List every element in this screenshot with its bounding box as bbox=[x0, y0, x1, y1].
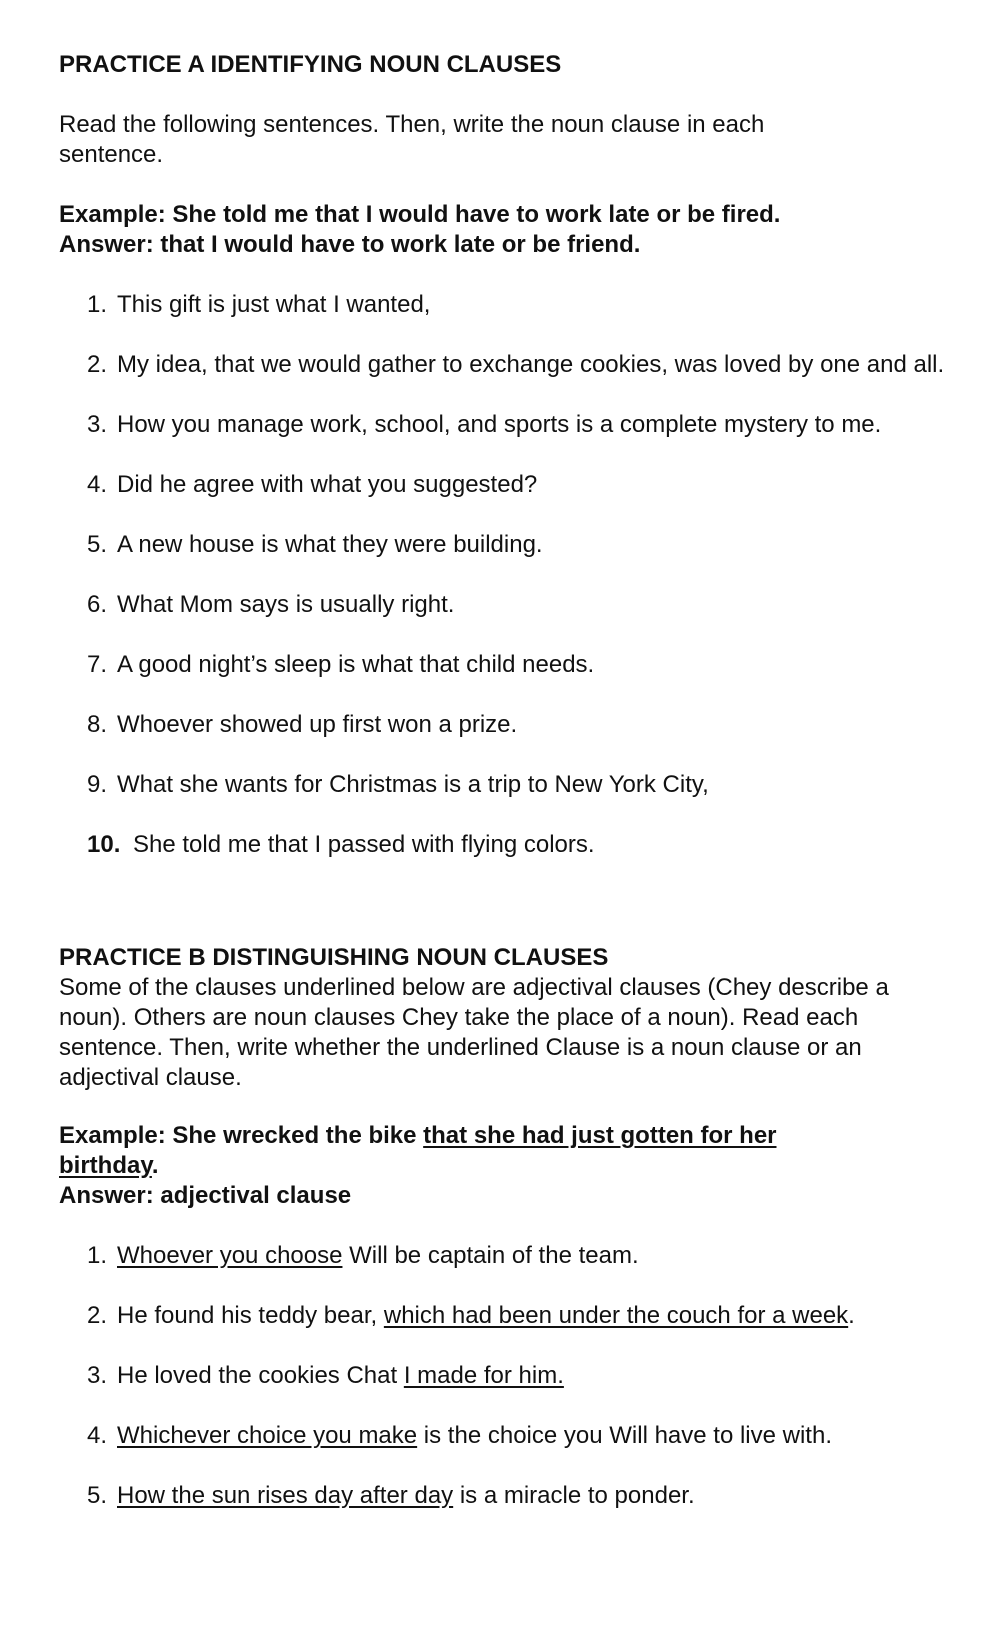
practice-b-title: PRACTICE B DISTINGUISHING NOUN CLAUSES bbox=[59, 944, 609, 971]
practice-a-instructions: Read the following sentences. Then, write the noun clause in each sentence. bbox=[59, 111, 765, 168]
list-item: 4. Whichever choice you make is the choice you Will have to live with. bbox=[87, 1422, 832, 1449]
list-item: 4. Did he agree with what you suggested? bbox=[87, 471, 538, 498]
list-item: 1. This gift is just what I wanted, bbox=[87, 291, 431, 318]
practice-a-section bbox=[59, 50, 959, 860]
list-item: 6. What Mom says is usually right. bbox=[87, 591, 455, 618]
list-item: 2. My idea, that we would gather to exchange cookies, was loved by one and all. bbox=[87, 351, 945, 378]
list-item: 8. Whoever showed up first won a prize. bbox=[87, 711, 518, 738]
list-item: 5. How the sun rises day after day is a miracle to ponder. bbox=[87, 1482, 695, 1509]
list-item: 7. A good night’s sleep is what that child needs. bbox=[87, 651, 595, 678]
practice-b-example: Example: She wrecked the bike that she had just gotten for her birthday. bbox=[59, 1122, 777, 1179]
list-item: 2. He found his teddy bear, which had been under the couch for a week. bbox=[87, 1302, 855, 1329]
practice-a-answer: Answer: that I would have to work late or be friend. bbox=[59, 231, 641, 258]
list-item: 5. A new house is what they were building. bbox=[87, 531, 543, 558]
practice-b-answer: Answer: adjectival clause bbox=[59, 1182, 352, 1209]
worksheet-page bbox=[59, 50, 959, 1541]
list-item: 10. She told me that I passed with flying colors. bbox=[87, 831, 595, 858]
list-item: 3. He loved the cookies Chat I made for him. bbox=[87, 1362, 564, 1389]
list-item: 1. Whoever you choose Will be captain of the team. bbox=[87, 1242, 639, 1269]
practice-b-instructions: Some of the clauses underlined below are adjectival clauses (Chey describe a noun). Others are noun clauses Chey take the place of a noun). Read each sentence. Then, write whether the underlined Clause is a noun clause or an adjectival clause. bbox=[59, 974, 889, 1091]
practice-a-title: PRACTICE A IDENTIFYING NOUN CLAUSES bbox=[59, 51, 562, 78]
list-item: 3. How you manage work, school, and sports is a complete mystery to me. bbox=[87, 411, 882, 438]
practice-b-list bbox=[59, 1241, 959, 1511]
practice-a-example: Example: She told me that I would have to work late or be fired. bbox=[59, 201, 781, 228]
practice-a-list bbox=[59, 290, 959, 860]
practice-b-section bbox=[59, 943, 959, 1511]
list-item: 9. What she wants for Christmas is a trip to New York City, bbox=[87, 771, 709, 798]
